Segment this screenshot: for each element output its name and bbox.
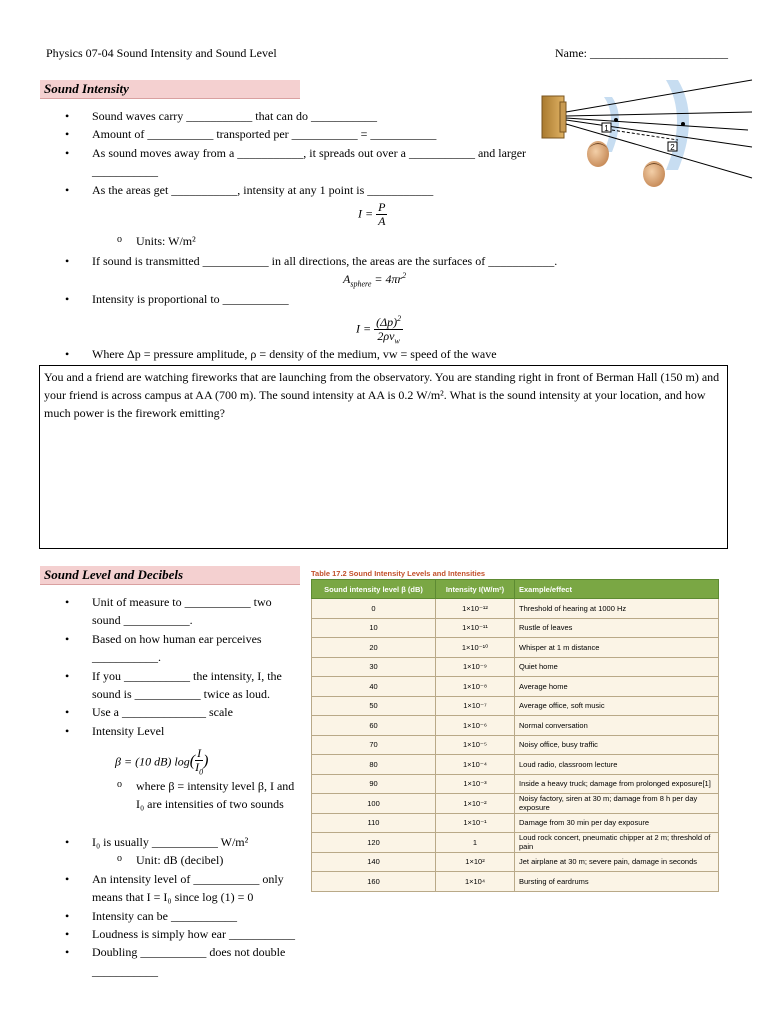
intensity-formula: I = $\frac{P}{A}$ [358,200,386,228]
intensity-cell: 1×10⁻¹² [436,599,515,619]
example-cell: Quiet home [515,657,719,677]
level-cell: 90 [312,774,436,794]
level-cell: 40 [312,677,436,697]
example-cell: Loud radio, classroom lecture [515,755,719,775]
where-list [45,345,565,363]
list-item: • Based on how human ear perceives ___________. [45,630,300,667]
example-cell: Noisy factory, siren at 30 m; damage from 8 h per day exposure [515,794,719,814]
pressure-intensity-formula: I = $\frac{(\Delta p)^2}{2\rho v_w}$ [356,314,402,346]
table-row [312,677,719,697]
table-row [312,716,719,736]
level-cell: 110 [312,813,436,833]
list-item: • Amount of ___________ transported per ___________ = ___________ [45,125,540,143]
intensity-cell: 1×10⁻⁴ [436,755,515,775]
list-item: • Sound waves carry ___________ that can do ___________ [45,107,540,125]
name-field-label: Name: _______________________ [555,46,728,60]
transmit-list [45,252,615,270]
intensity-cell: 1×10⁻³ [436,774,515,794]
intensity-cell: 1×10² [436,852,515,872]
example-cell: Noisy office, busy traffic [515,735,719,755]
listener-head-1-icon [587,141,609,167]
level-cell: 0 [312,599,436,619]
table-row [312,599,719,619]
example-cell: Inside a heavy truck; damage from prolonged exposure[1] [515,774,719,794]
list-item: • If you ___________ the intensity, I, the sound is ___________ twice as loud. [45,667,300,704]
table-row [312,872,719,892]
table-row [312,696,719,716]
level-cell: 160 [312,872,436,892]
proportional-list [45,290,540,308]
intensity-cell: 1×10⁻² [436,794,515,814]
intensity-cell: 1×10⁻⁵ [436,735,515,755]
i0-list: • I₀ is usually ___________ W/m² o Unit: dB (decibel) • An intensity level of ___________ only means that I = I₀ since log (1) = 0 • Intensity can be ___________ • Loudness is simply how ear ___________ • Doubling ___________ does not double ___________ [45,833,300,980]
example-cell: Jet airplane at 30 m; severe pain, damage in seconds [515,852,719,872]
example-cell: Average home [515,677,719,697]
list-item: • Where Δp = pressure amplitude, ρ = density of the medium, vw = speed of the wave [45,345,565,363]
level-cell: 120 [312,833,436,853]
list-item: • Loudness is simply how ear ___________ [45,925,300,943]
list-item: • Intensity Level [45,722,300,740]
list-item: • Use a ______________ scale [45,703,300,721]
units-list: o Units: W/m² [117,234,196,248]
example-cell: Whisper at 1 m distance [515,638,719,658]
table-row [312,813,719,833]
sphere-area-formula: $A_{sphere} = 4\pi r^2$ [343,271,407,289]
intensity-cell: 1×10⁴ [436,872,515,892]
list-item: • As sound moves away from a ___________, it spreads out over a ___________ and larger ___________ [45,144,540,181]
intensity-level-formula: β = (10 dB) log( $\frac{I}{I_0}$ ) [115,746,209,777]
example-cell: Average office, soft music [515,696,719,716]
sound-spreading-figure [538,72,756,192]
table-row [312,638,719,658]
worksheet-title: Physics 07-04 Sound Intensity and Sound Level [46,46,277,60]
level-cell: 50 [312,696,436,716]
list-item: • An intensity level of ___________ only means that I = I₀ since log (1) = 0 [45,870,300,907]
table-header: Sound intensity level β (dB) [312,580,436,599]
unit-text: Unit: dB (decibel) [136,853,224,868]
table-row [312,735,719,755]
list-item: • I₀ is usually ___________ W/m² [45,833,300,851]
example-cell: Bursting of eardrums [515,872,719,892]
intensity-cell: 1×10⁻¹¹ [436,618,515,638]
intensity-cell: 1×10⁻¹ [436,813,515,833]
table-caption: Table 17.2 Sound Intensity Levels and Intensities [311,569,486,578]
list-item: • Intensity is proportional to ___________ [45,290,540,308]
area-label-1: 1 [604,124,609,133]
list-item: • As the areas get ___________, intensity at any 1 point is ___________ [45,181,540,199]
intensity-cell: 1×10⁻⁷ [436,696,515,716]
level-bullet-list [45,593,300,740]
level-cell: 100 [312,794,436,814]
level-cell: 140 [312,852,436,872]
problem-box [39,365,728,549]
table-row [312,852,719,872]
sound-intensity-heading: Sound Intensity [40,80,300,99]
example-cell: Damage from 30 min per day exposure [515,813,719,833]
example-cell: Threshold of hearing at 1000 Hz [515,599,719,619]
level-cell: 70 [312,735,436,755]
intensity-cell: 1×10⁻⁹ [436,657,515,677]
list-item: • Intensity can be ___________ [45,907,300,925]
list-item: • If sound is transmitted ___________ in all directions, the areas are the surfaces of ___________. [45,252,615,270]
list-item: • Doubling ___________ does not double ___________ [45,943,300,980]
units-text: Units: W/m² [136,234,196,248]
problem-text: You and a friend are watching fireworks that are launching from the observatory. You are standing right in front of Berman Hall (150 m) and your friend is across campus at AA (700 m). The sound intensity at AA is 0.2 W/m². What is the sound intensity at your location, and how much power is the firework emitting? [44,370,720,420]
table-header: Example/effect [515,580,719,599]
level-cell: 30 [312,657,436,677]
table-row [312,794,719,814]
intensity-bullet-list [45,107,540,199]
example-cell: Rustle of leaves [515,618,719,638]
table-row [312,774,719,794]
example-cell: Loud rock concert, pneumatic chipper at 2 m; threshold of pain [515,833,719,853]
table-row [312,618,719,638]
where-level-list: o where β = intensity level β, I and I₀ are intensities of two sounds [117,779,295,812]
level-cell: 60 [312,716,436,736]
intensity-cell: 1 [436,833,515,853]
list-item: • Unit of measure to ___________ two sound ___________. [45,593,300,630]
area-label-2: 2 [670,143,675,152]
intensity-cell: 1×10⁻⁸ [436,677,515,697]
example-cell: Normal conversation [515,716,719,736]
level-cell: 20 [312,638,436,658]
sound-levels-table [311,579,719,892]
table-row [312,833,719,853]
level-cell: 80 [312,755,436,775]
intensity-cell: 1×10⁻¹⁰ [436,638,515,658]
table-row [312,657,719,677]
intensity-cell: 1×10⁻⁶ [436,716,515,736]
table-header: Intensity I(W/m²) [436,580,515,599]
sound-level-heading: Sound Level and Decibels [40,566,300,585]
table-row [312,755,719,775]
level-cell: 10 [312,618,436,638]
table-body [312,599,719,892]
listener-head-2-icon [643,161,665,187]
where-level-text: where β = intensity level β, I and I₀ are intensities of two sounds [136,779,295,812]
